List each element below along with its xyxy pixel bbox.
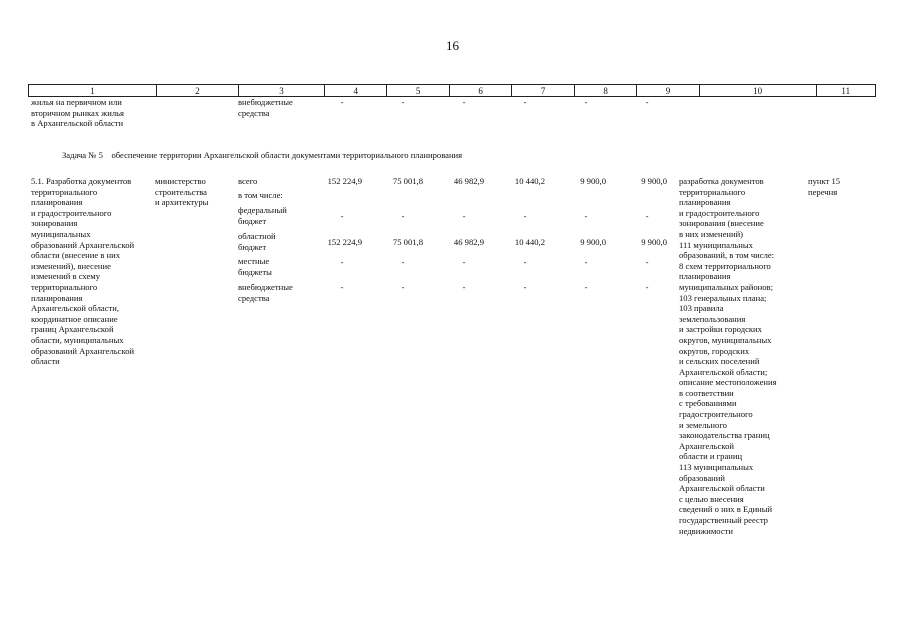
dash: - — [401, 211, 405, 221]
task-text: обеспечение территории Архангельской области документами территориального планирования — [111, 150, 463, 160]
total-value: 46 982,9 — [453, 176, 484, 186]
dash: - — [523, 97, 527, 107]
col-num-11: 11 — [816, 85, 875, 97]
source-extrabudgetary: внебюджетные средства — [238, 282, 293, 303]
reference: пункт 15 перечня — [808, 176, 841, 197]
dash: - — [340, 97, 344, 107]
dash: - — [584, 257, 588, 267]
dash: - — [462, 97, 466, 107]
col-num-8: 8 — [574, 85, 636, 97]
dash: - — [584, 97, 588, 107]
dash: - — [462, 257, 466, 267]
regional-value: 9 900,0 — [580, 237, 606, 247]
col-num-6: 6 — [449, 85, 511, 97]
regional-value: 75 001,8 — [392, 237, 423, 247]
dash: - — [401, 282, 405, 292]
col-num-10: 10 — [699, 85, 816, 97]
expected-results: разработка документов территориального планирования и градостроительного зонирования (внесение в них изменений) 111 муниципальных образований, в том числе: 8 схем территориального планирования муниципальных районов; 103 генеральных плана; 103 правила землепользования и застройки городских округов, муниципальных округов, городских и сельских поселений Архангельской области; описание местоположения в соответствии с требованиями градостроительного и земельного законодательства границ Архангельской области и границ 113 муниципальных образований Архангельской области с целью внесения сведений о них в Единый государственный реестр недвижимости — [679, 176, 777, 536]
source-federal: федеральный бюджет — [238, 205, 287, 226]
col-num-2: 2 — [157, 85, 239, 97]
col-num-9: 9 — [637, 85, 699, 97]
dash: - — [462, 211, 466, 221]
dash: - — [584, 282, 588, 292]
column-number-header — [28, 84, 876, 97]
continued-measure-text: жилья на первичном или вторичном рынках жилья в Архангельской области — [31, 97, 124, 129]
col-num-3: 3 — [238, 85, 324, 97]
page-number: 16 — [446, 38, 459, 53]
dash: - — [645, 282, 649, 292]
dash: - — [462, 282, 466, 292]
task-heading — [62, 150, 462, 160]
task-label: Задача № 5 — [62, 150, 103, 160]
dash: - — [584, 211, 588, 221]
source-including: в том числе: — [238, 190, 283, 200]
total-value: 9 900,0 — [641, 176, 667, 186]
col-num-4: 4 — [324, 85, 386, 97]
regional-value: 46 982,9 — [453, 237, 484, 247]
dash: - — [523, 211, 527, 221]
dash: - — [645, 257, 649, 267]
dash: - — [523, 282, 527, 292]
source-regional: областной бюджет — [238, 231, 276, 252]
total-value: 152 224,9 — [327, 176, 362, 186]
dash: - — [340, 282, 344, 292]
source-total: всего — [238, 176, 258, 186]
dash: - — [645, 211, 649, 221]
regional-value: 10 440,2 — [514, 237, 545, 247]
dash: - — [340, 257, 344, 267]
dash: - — [401, 97, 405, 107]
col-num-1: 1 — [29, 85, 157, 97]
total-value: 75 001,8 — [392, 176, 423, 186]
dash: - — [401, 257, 405, 267]
col-num-5: 5 — [387, 85, 449, 97]
continued-funding-source: внебюджетные средства — [238, 97, 293, 118]
dash: - — [645, 97, 649, 107]
dash: - — [523, 257, 527, 267]
dash: - — [340, 211, 344, 221]
measure-description: 5.1. Разработка документов территориального планирования и градостроительного зонирования муниципальных образований Архангельской области (внесение в них изменений), внесение изменений в схему территориального планирования Архангельской области, координатное описание границ Архангельской области, муниципальных образований Архангельской области — [31, 176, 135, 367]
source-local: местные бюджеты — [238, 256, 272, 277]
regional-value: 152 224,9 — [327, 237, 362, 247]
regional-value: 9 900,0 — [641, 237, 667, 247]
col-num-7: 7 — [512, 85, 574, 97]
responsible-executor: министерство строительства и архитектуры — [155, 176, 209, 208]
total-value: 10 440,2 — [514, 176, 545, 186]
total-value: 9 900,0 — [580, 176, 606, 186]
